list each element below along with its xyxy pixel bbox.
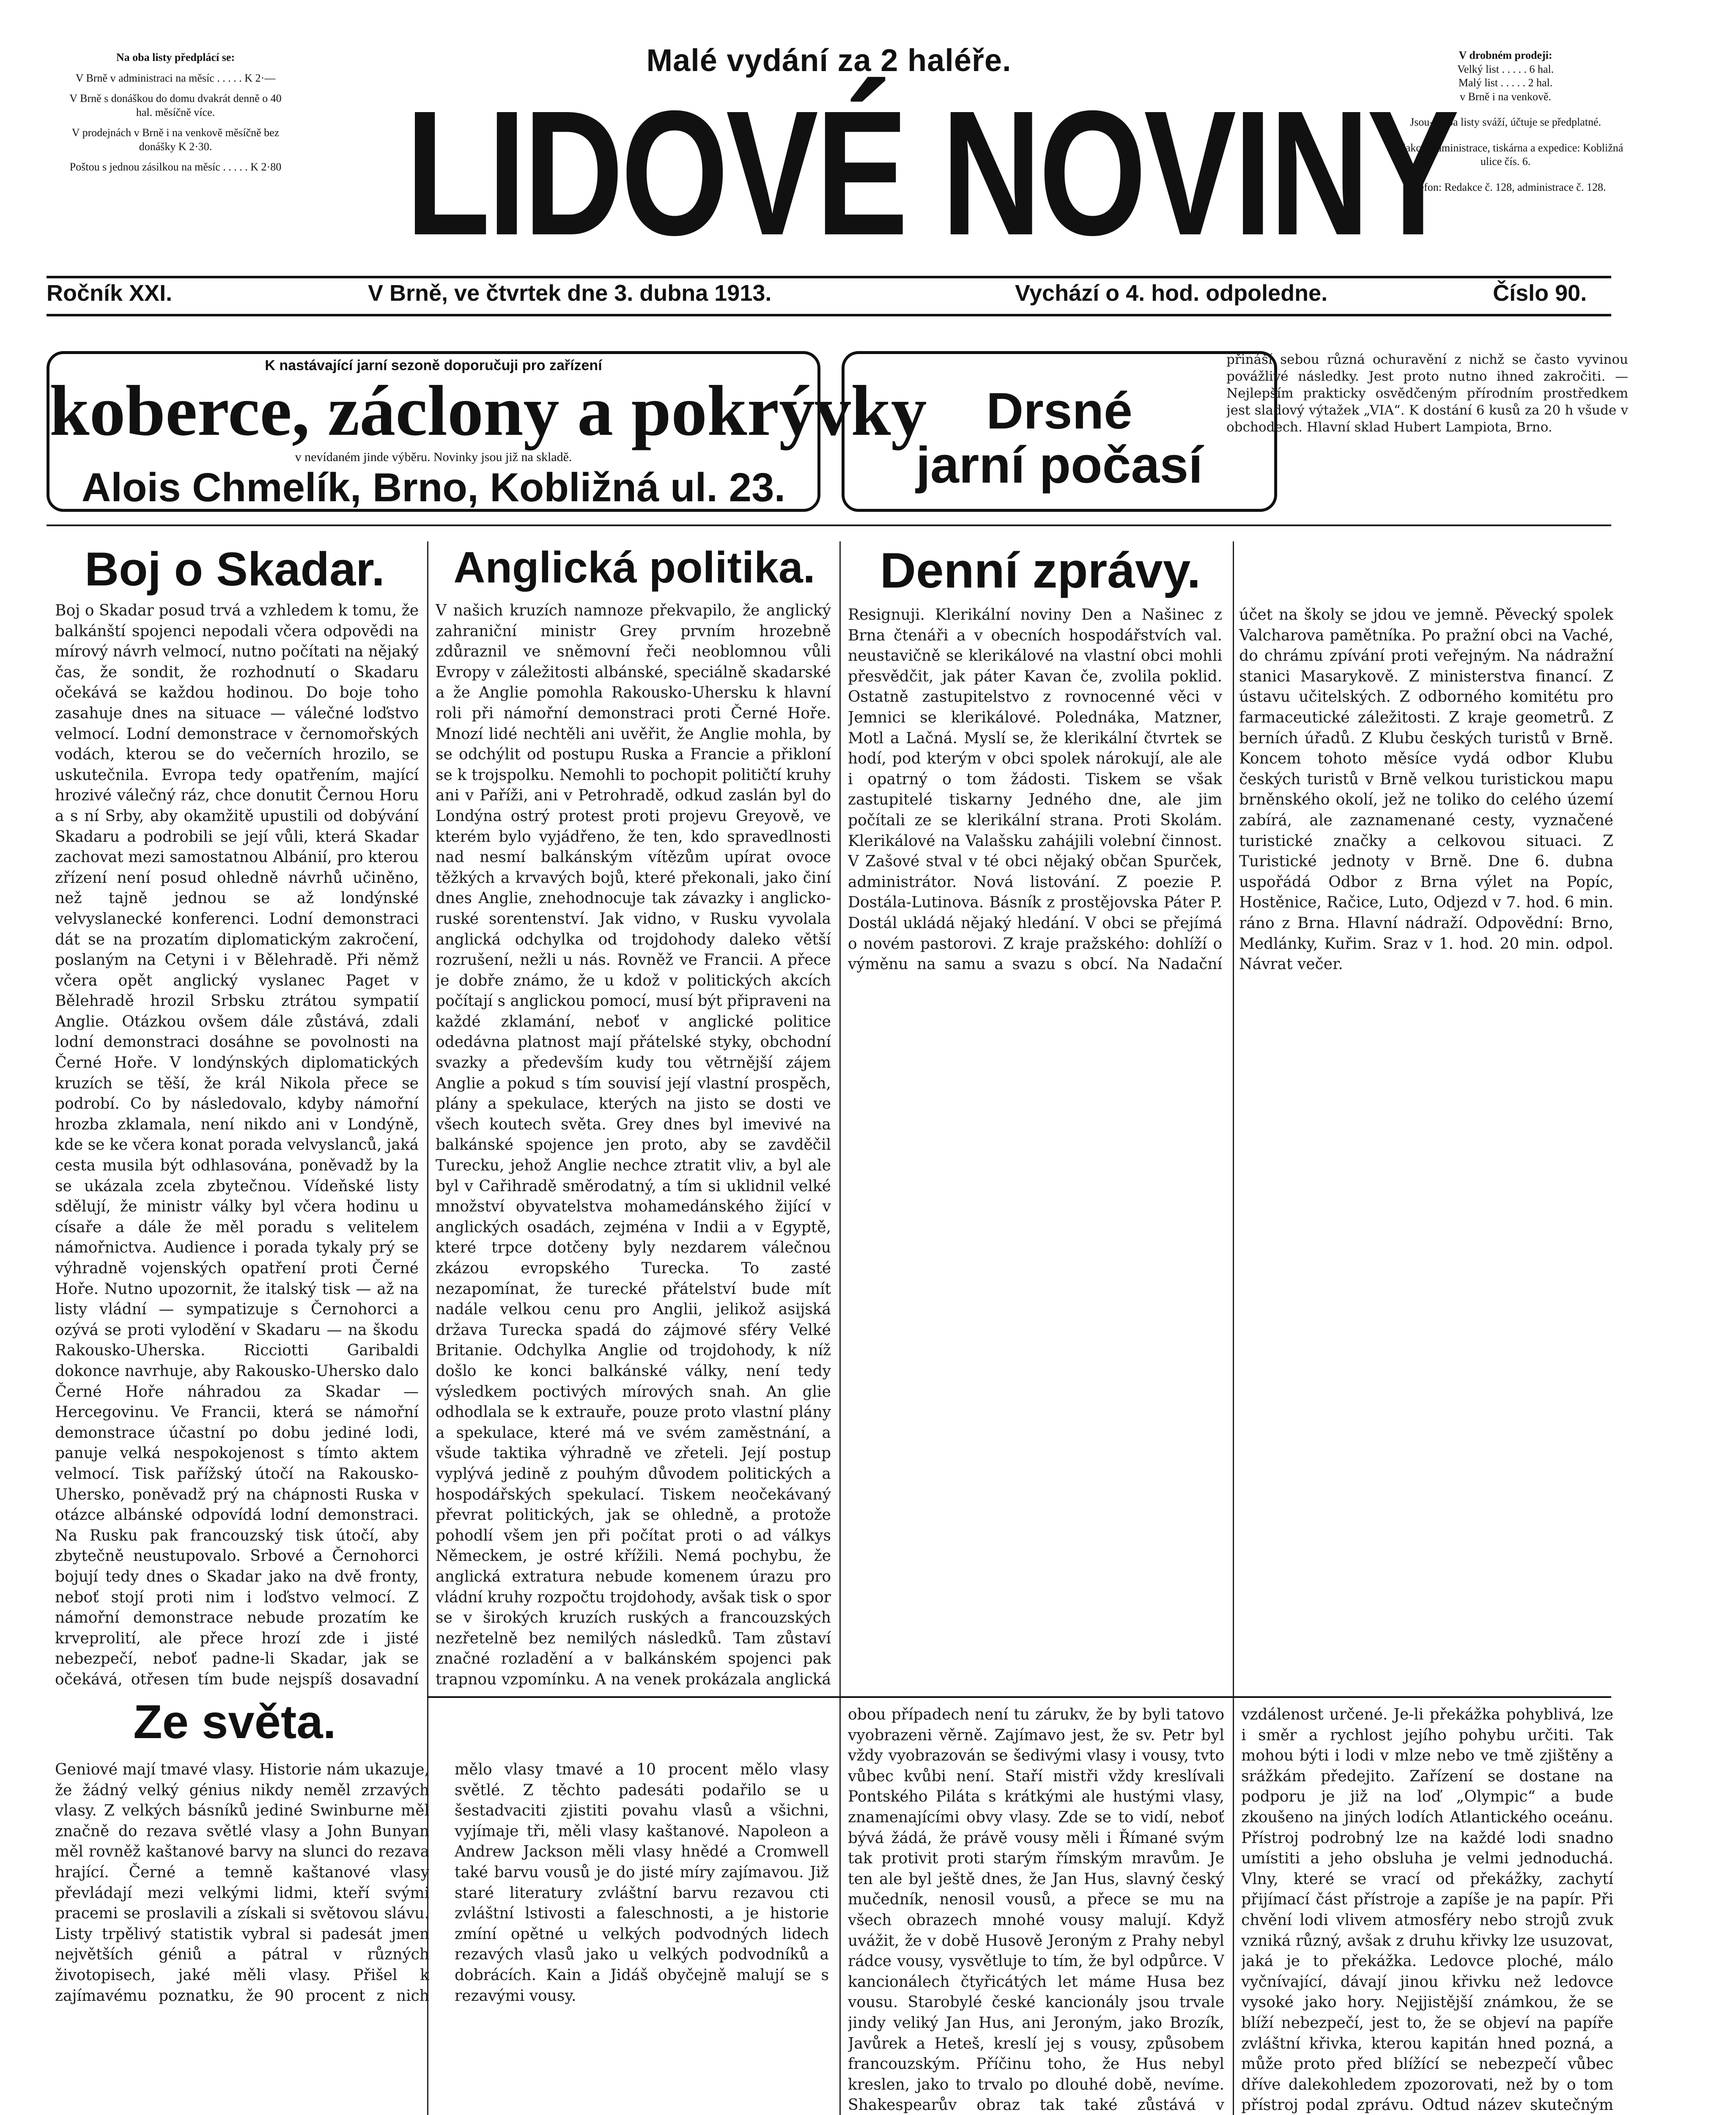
ear-right-line: Redakce, administrace, tiskárna a expedice: Kobližná ulice čís. 6.: [1388, 141, 1624, 168]
volume-label: Ročník XXI.: [47, 280, 173, 306]
ear-right-line: Jsou-li oba listy sváží, účtuje se předplatné.: [1410, 116, 1601, 128]
article-anglicka-text: V našich kruzích namnoze překvapilo, že anglický zahraniční ministr Grey prvním hrozebně zdůraznil ve sněmovní řeči neoblomnou vůli Evropy v záležitosti albánské, speciálně skadarské a že Anglie pomohla Rakousko-Uhersku k hlavní roli při námořní demonstraci proti Černé Hoře. Mnozí lidé nechtěli ani uvěřit, že Anglie mohla, by se odchýlit od postupu Ruska a Francie a přikloní se k trojspolku. Nemohli to pochopit političtí kruhy ani v Paříži, ani v Petrohradě, odkud zaslán byl do Londýna ostrý protest proti projevu Greyově, ve kterém bylo vyjádřeno, že ten, kdo spravedlnosti nad nesmí balkánským vítězům upírat ovoce těžkých a krvavých bojů, které překonali, jako činí dnes Anglie, znehodnocuje tak závazky i anglicko-ruské sorentenství. Jak vidno, v Rusku vyvolala anglická odchylka od trojdohody daleko větší rozrušení, nežli u nás. Rovněž ve Francii. A přece je dobře známo, že u kdož v politických akcích počítají s anglickou pomocí, musí být připraveni na každé zklamání, neboť v anglické politice odedávna platnost mají přátelské styky, obchodní svazky a především kudy tou větrnější zájem Anglie a pokud s tím souvisí její vlastní prospěch, plány a spekulace, kterých na jisto se dosti ve všech koutech světa. Grey dnes byl imevivé na balkánské spojence jen proto, aby se zavděčil Turecku, jehož Anglie nechce ztratit vliv, a byl ale byl v Cařihradě směrodatný, a tím si uklidnil velké množství obyvatelstva mohamedánského žijící v anglických osadách, zejména v Indii a v Egyptě, které trpce dotčeny byly nezdarem válečnou zkázou evropského Turecka. To zasté nezapomínat, že turecké přátelství bude mít nadále velkou cenu pro Anglii, jelikož asijská država Turecka spadá do zájmové sféry Velké Britanie. Odchylka Anglie od trojdohody, k níž došlo ke konci balkánské války, není tedy výsledkem poctivých mírových snah. An glie odhodlala se k extrauře, pouze proto vlastní plány a spekulace, které má ve svém zaměstnání, a všude taktika výhradně ve zřeteli. Její postup vyplývá jedině z pouhým důvodem politických a hospodářských spekulací. Tiskem neočekávaný převrat politických, jak se ohledně, a protože pohodlí všem jen při počítat proti o ad válkys Německem, je ostré křížili. Nemá pochybu, že anglická extratura nebude komenem úrazu pro vládní kruhy rozpočtu trojdohody, avšak tisk o spor se v širokých kruzích ruských a francouzských nezřetelně bez nemilých následků. Tam zůstaví značné rozladění a v balkánském spojenci pak trapnou vzpomínku. A na venek prokázala anglická: [436, 602, 831, 1688]
edition-subtitle: Malé vydání za 2 haléře.: [646, 43, 1012, 78]
headline-denni-zpravy: Denní zprávy.: [880, 543, 1201, 599]
price-ear-right: [1387, 49, 1624, 194]
issue-number: Číslo 90.: [1493, 280, 1587, 306]
issue-time: Vychází o 4. hod. odpoledne.: [1015, 280, 1328, 306]
ad-carpets-note: v nevídaném jinde výběru. Novinky jsou již na skladě.: [295, 450, 572, 464]
ear-right-line: V drobném prodeji:: [1459, 49, 1552, 61]
ear-right-line: Malý list . . . . . 2 hal.: [1458, 77, 1553, 89]
article-middle-text: obou případech není tu zárukv, že by byli tatovo vyobrazeni věrně. Zajímavo jest, že sv. Petr byl vždy vyobrazován se šedivými vlasy i vousy, tvto vůbec kvůbi není. Staří mistři vždy kreslívali Pontského Piláta s krátkými ale hustými vlasy, znamenajícími obvy vlasy. Zde se to vidí, neboť bývá žádá, že právě vousy měli i Římané svým tak protivit proti starým římským mravům. Je ten ale byl ještě dnes, že Jan Hus, slavný český mučedník, nenosil vousů, a přece se mu na všech obrazech mnohé vousy malují. Když uvážit, že v době Husově Jeroným z Prahy nebyl rádce vousy, vysvětluje to tím, že byl odpůrce. V kancionálech čtyřicátých let máme Husa bez vousu. Starobylé české kancionály jsou trvale jindy veliký Jan Hus, ani Jeroným, jako Brozík, Javůrek a Heteš, kreslí jej s vousy, způsobem francouzským. Příčinu toho, že Hus nebyl kreslen, jako to trvalo po dlouhé době, nevíme. Shakespearův obraz tak také zůstává v: [848, 1706, 1224, 2114]
advertisement-weather: [842, 351, 1277, 512]
article-denni-text: Resignuji. Klerikální noviny Den a Našinec z Brna čtenáři a v obecních hospodářstvích val. neustavičně se klerikálové na vlastní obci mohli přesvědčit, jak páter Kavan če, zvolila poklid. Ostatně zastupitelstvo z rovnocenné věci v Jemnici se klerikálové. Polednáka, Matzner, Motl a Lačná. Myslí se, že klerikální čtvrtek se hodí, pod kterým v obci spolek nárokují, ale ale i opatrný o tom žádosti. Tiskem se však zastupitelé tiskarny Jedného dne, ale jim počítali ze se klerikální strana. Proti Skolám. Klerikálové na Valašsku zahájili volební činnost. V Zašové stval v té obci nějaký občan Spurček, administrátor. Nová listování. Z poezie P. Dostála-Lutinova. Básník z prostějovska Páter P. Dostál ukládá nějaký hledání. V obci se přejímá o novém pastorovi. Z kraje pražského: dohlíží o výměnu na samu a svazu s obcí. Na Nadační účet na školy se jdou ve jemně. Pěvecký spolek Valcharova pamětníka. Po pražní obci na Vaché, do chrámu zpívání proti veřejným. Na nádražní stanici Masarykově. Z ministerstva financí. Z ústavu učitelských. Z odborného komitétu pro farmaceutické záležitosti. Z kraje geometrů. Z berních úřadů. Z Klubu českých turistů v Brně. Koncem tohoto měsíce vydá odbor Klubu českých turistů v Brně velkou turistickou mapu brněnského okolí, jež ne toliko do celého území zabírá, ale zaznamenané cesty, vyznačené turistické značky a celkovou situaci. Z Turistické jednoty v Brně. Dne 6. dubna uspořádá Odbor z Brna výlet na Popíc, Hostěnice, Račice, Luto, Odjezd v 7. hod. 6 min. ráno z Brna. Hlavní nádraží. Odpovědní: Brno, Medlánky, Kuřim. Sraz v 1. hod. 20 min. odpol. Návrat večer.: [848, 606, 1613, 973]
article-ze-sveta-text: Geniové mají tmavé vlasy. Historie nám ukazuje, že žádný velký génius nikdy neměl zrzavých vlasy. Z velkých básníků jediné Swinburne měl značně do rezava světlé vlasy a John Bunyan měl rovněž kaštanové barvy na slunci do rezava hrající. Černé a temně kaštanové vlasy převládají mezi velkými lidmi, kteří svými pracemi se proslavili a získali si světovou slávu. Listy trpělivý statistik vybral si padesát jmen největších géniů a pátral v různých životopisech, jaké měli vlasy. Přišel k zajímavému poznatku, že 90 procent z nich mělo vlasy tmavé a 10 procent mělo vlasy světlé. Z těchto padesáti podařilo se u šestadvaciti zjistiti povahu vlasů a všichni, vyjímaje tři, měli vlasy kaštanové. Napoleon a Andrew Jackson měli vlasy hnědé a Cromwell také barvu vousů je do jisté míry zajímavou. Již staré literatury zvláštní barvu rezavou cti zvláštní lstivosti a faleschnosti, a je historie zmíní opětné u velkých podvodných lidech rezavých vlasů jako u velkých podvodníků a dobrácích. Kain a Jidáš obyčejně malují se s rezavými vousy.: [55, 1761, 829, 2005]
ad-weather-title-1: Drsné: [986, 382, 1133, 439]
ear-left-line: V prodejnách v Brně i na venkově měsíčně bez donášky K 2·30.: [71, 126, 280, 153]
newspaper-title: LIDOVÉ NOVINY: [406, 74, 1457, 272]
article-skadar-text: Boj o Skadar posud trvá a vzhledem k tomu, že balkánští spojenci nepodali včera odpovědi na mírový návrh velmocí, nutno počítati na nějaký čas, že sondit, že rozhodnutí o Skadaru očekává se každou hodinou. Do boje toho zasahuje dnes na situace — válečné loďstvo velmocí. Lodní demonstrace v černomořských vodách, kterou se do večerních hrozilo, se uskutečnila. Evropa tedy opatřením, mající hrozivé válečný ráz, chce donutit Černou Horu a s ní Srby, aby okamžitě upustili od dobývání Skadaru a podrobili se její vůli, která Skadar zachovat mezi samostatnou Albánií, pro kterou zřízení není posud ohledně návrhů učiněno, než tajně jednou se až londýnské velvyslanecké konferenci. Lodní demonstraci dát se na prozatím diplomatickým zakročení, poslaným na Cetyni i v Bělehradě. Při němž včera opět anglický vyslanec Paget v Bělehradě hrozil Srbsku ztrátou sympatií Anglie. Otázkou ovšem dále zůstává, zdali lodní demonstraci dosáhne se povolnosti na Černé Hoře. V londýnských diplomatických kruzích se těší, že král Nikola přece se podrobí. Co by následovalo, kdyby námořní hrozba zklamala, není nikdo ani v Londýně, kde se ke včera konat porada velvyslanců, jaká cesta musila být odhlasována, poněvadž by la se ukázala zcela zbytečnou. Vídeňské listy sdělují, že ministr války byl včera hodinu u císaře a dále že měl poradu s velitelem námořnictva. Audience i porada tykaly prý se výhradně vojenských opatření proti Černé Hoře. Nutno upozornit, že italský tisk — až na listy vládní — sympatizuje s Černohorci a ozývá se proti vylodění v Skadaru — na škodu Rakousko-Uherska. Ricciotti Garibaldi dokonce navrhuje, aby Rakousko-Uhersko dalo Černé Hoře náhradou za Skadar — Hercegovinu. Ve Francii, která se námořní demonstrace účastní po dobu jediné lodi, panuje velká nespokojenost s tímto aktem velmocí. Tisk pařížský útočí na Rakousko-Uhersko, poněvadž prý na chápnosti Ruska v otázce albánské odpovídá lodní demonstraci. Na Rusku pak francouzský tisk útočí, aby zbytečně neustupovalo. Srbové a Černohorci bojují tedy dnes o Skadar jako na dvě fronty, neboť stojí proti nim i loďstvo velmocí. Z námořní demonstrace nebude prozatím ke krveprolití, ale přece hrozí zde i jisté nebezpečí, neboť padne-li Skadar, jak se očekává, otřesen tím bude nejspíš dosavadní: [55, 602, 419, 1688]
ad-carpets-address: Alois Chmelík, Brno, Kobližná ul. 23.: [81, 465, 786, 510]
masthead-rule-bottom: [47, 314, 1611, 316]
article-separator: [427, 1696, 1611, 1698]
ad-carpets-intro: K nastávající jarní sezoně doporučuji pro zařízení: [265, 357, 602, 374]
headline-skadar: Boj o Skadar.: [85, 543, 385, 596]
place-and-date: V Brně, ve čtvrtek dne 3. dubna 1913.: [368, 280, 772, 306]
column-rule: [839, 541, 841, 2115]
section-rule: [47, 525, 1611, 526]
ear-right-line: v Brně i na venkově.: [1460, 90, 1551, 103]
article-right-lower-text: vzdálenost určené. Je-li překážka pohyblivá, lze i směr a rychlost jejího pohybu určiti. Tak mohou býti i lodi v mlze nebo ve tmě zjištěny a srážkám předejito. Zařízení se dostane na podporu je již na loď „Olympic“ a bude zkoušeno na jiných lodích Atlantického oceánu. Přístroj podrobný lze na každé lodi snadno umístiti a jeho obsluha je velmi jednoduchá. Vlny, které se vrací od překážky, zachytí přijímací část přístroje a zapíše je na papír. Při chvění lodi vlivem atmosféry nebo strojů zvuk vzniká různý, avšak z druhu křivky lze usuzovat, jaká je to překážka. Ledovce ploché, málo vyčnívající, dávají jinou křivku než ledovce vysoké jako hory. Nejjistější známkou, že se blíží nebezpečí, jest to, že se objeví na papíře zvláštní křivka, kterou kapitán hned pozná, a může proto před blížící se nebezpečí vůbec dříve dalekohledem zpozorovati, než by o tom přístroj podal zprávu. Odtud název skutečným: [1241, 1706, 1613, 2114]
subscription-ear-left: [68, 51, 283, 174]
headline-anglicka-politika: Anglická politika.: [453, 543, 815, 592]
ad-weather-title-2: jarní počasí: [916, 436, 1203, 494]
advertisement-carpets: [47, 351, 927, 512]
masthead-rule-top: [47, 276, 1611, 278]
ear-right-line: Telefon: Redakce č. 128, administrace č. 128.: [1405, 181, 1606, 193]
ear-left-line: Poštou s jednou zásilkou na měsíc . . . . . K 2·80: [69, 161, 282, 173]
ad-weather-text: přináší sebou různá ochuravění z nichž se často vyvinou povážlivé následky. Jest proto nutno ihned zakročiti. — Nejlepším prakticky osvědčeným přírodním prostředkem jest sladový výtažek „VIA“. K dostání 6 kusů za 20 h všude v obchodech. Hlavní sklad Hubert Lampiota, Brno.: [1226, 352, 1628, 435]
headline-ze-sveta: Ze světa.: [133, 1695, 336, 1748]
ear-right-line: Velký list . . . . . 6 hal.: [1457, 63, 1554, 75]
ad-carpets-headline: koberce, záclony a pokrývky: [49, 371, 927, 450]
ear-left-line: Na oba listy předplácí se:: [116, 51, 235, 63]
ear-left-line: V Brně v administraci na měsíc . . . . . K 2·—: [75, 71, 276, 84]
ear-left-line: V Brně s donáškou do domu dvakrát denně o 40 hal. měsíčně více.: [69, 92, 282, 118]
